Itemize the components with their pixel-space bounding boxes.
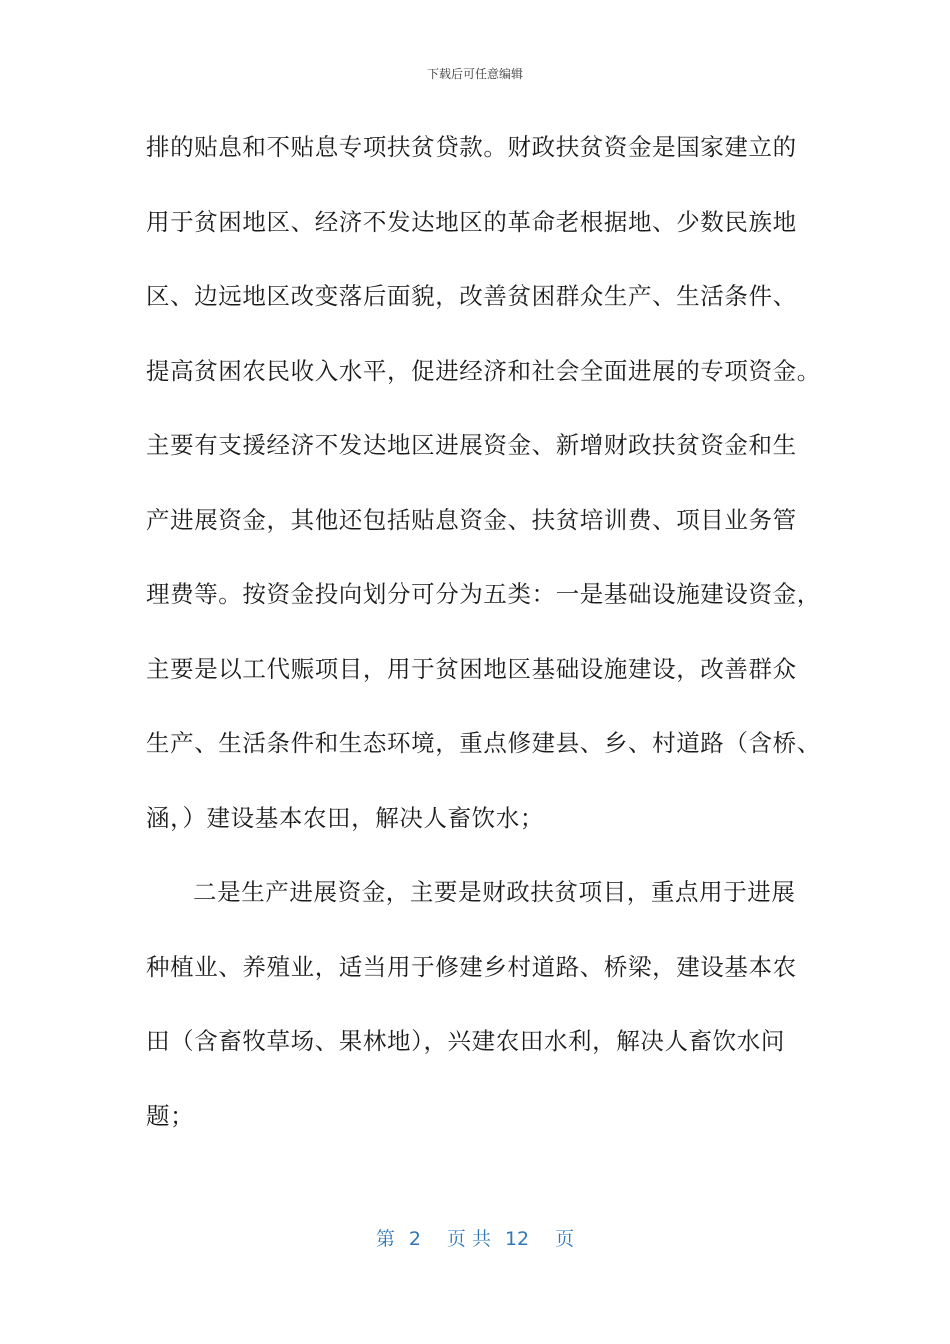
text-line: 田（含畜牧草场、果林地），兴建农田水利，解决人畜饮水问 bbox=[146, 1027, 785, 1055]
text-line: 用于贫困地区、经济不发达地区的革命老根据地、少数民族地 bbox=[146, 207, 797, 236]
page-header-note: 下载后可任意编辑 bbox=[426, 67, 523, 81]
total-pages-number: 12 bbox=[504, 1228, 530, 1250]
footer-suffix: 页 bbox=[555, 1228, 575, 1250]
text-line: 题； bbox=[146, 1101, 195, 1130]
text-line: 种植业、养殖业，适当用于修建乡村道路、桥梁，建设基本农 bbox=[146, 952, 797, 981]
text-line: 涵，）建设基本农田，解决人畜饮水； bbox=[146, 803, 544, 832]
page-number-footer bbox=[0, 1226, 950, 1252]
current-page-number: 2 bbox=[408, 1228, 421, 1250]
text-line: 排的贴息和不贴息专项扶贫贷款。财政扶贫资金是国家建立的 bbox=[146, 133, 797, 161]
footer-prefix: 第 bbox=[375, 1228, 395, 1250]
text-line: 理费等。按资金投向划分可分为五类：一是基础设施建设资金， bbox=[146, 580, 821, 608]
text-line: 生产、生活条件和生态环境，重点修建县、乡、村道路（含桥、 bbox=[146, 729, 821, 757]
document-body bbox=[146, 126, 821, 1169]
text-line: 区、边远地区改变落后面貌，改善贫困群众生产、生活条件、 bbox=[146, 282, 797, 310]
text-line: 主要有支援经济不发达地区进展资金、新增财政扶贫资金和生 bbox=[146, 431, 797, 459]
text-line: 产进展资金，其他还包括贴息资金、扶贫培训费、项目业务管 bbox=[146, 505, 797, 534]
text-line: 提高贫困农民收入水平，促进经济和社会全面进展的专项资金。 bbox=[146, 356, 821, 385]
text-line: 主要是以工代赈项目，用于贫困地区基础设施建设，改善群众 bbox=[146, 654, 797, 683]
footer-middle: 页 共 bbox=[446, 1228, 491, 1250]
text-line-paragraph-start: 二是生产进展资金，主要是财政扶贫项目，重点用于进展 bbox=[193, 878, 796, 906]
